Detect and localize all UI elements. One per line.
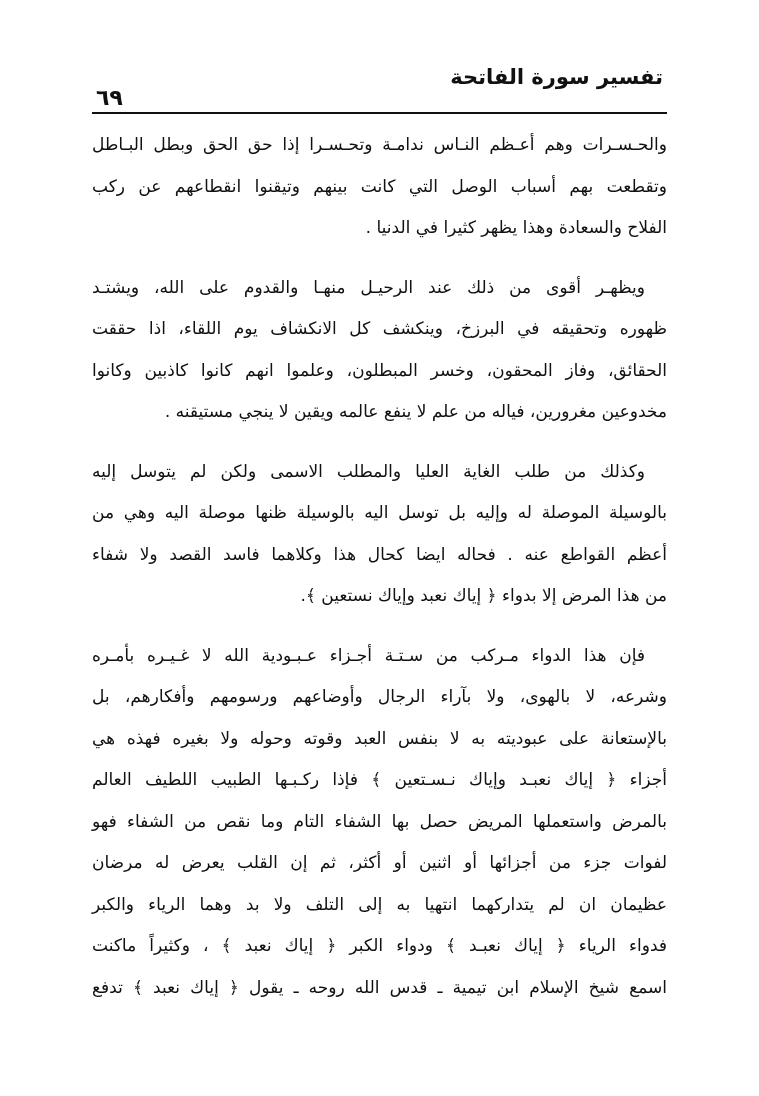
body-text (92, 125, 667, 1027)
text-line: لفوات جزء من أجزائها أو اثنين أو أكثر، ثم إن القلب يعرض له مرضان (92, 853, 667, 873)
text-line: ظهوره وتحقيقه في البرزخ، وينكشف كل الانكشاف يوم اللقاء، اذا حققت (92, 319, 667, 339)
text-line: أعظم القواطع عنه . فحاله ايضا كحال هذا وكلاهما فاسد القصد ولا شفاء (92, 544, 667, 565)
text-line: وشرعه، لا بالهوى، ولا بآراء الرجال وأوضاعهم ورسومهم وأفكارهم، بل (92, 687, 667, 707)
text-line: والحـسـرات وهم أعـظم النـاس ندامـة وتحـسـرا إذا حق الحق وبطل البـاطل (92, 135, 667, 155)
text-line: أجزاء ﴿ إياك نعبـد وإياك نـسـتعين ﴾ فإذا ركـبـها الطبيب اللطيف العالم (92, 770, 667, 790)
text-line: ويظهـر أقوى من ذلك عند الرحيـل منهـا والقدوم على الله، ويشتـد (92, 277, 645, 298)
text-line: فإن هذا الدواء مـركب من سـتـة أجـزاء عـبـودية الله لا غـيـره بأمـره (92, 645, 645, 666)
text-line: الفلاح والسعادة وهذا يظهر كثيرا في الدنيا . (365, 218, 667, 238)
paragraph-3 (92, 452, 667, 618)
header-rule (92, 112, 667, 114)
text-line: وكذلك من طلب الغاية العليا والمطلب الاسمى ولكن لم يتوسل إليه (92, 461, 645, 482)
paragraph-1 (92, 125, 667, 250)
running-title: تفسير سورة الفاتحة (450, 65, 663, 89)
paragraph-2 (92, 268, 667, 434)
text-line: فدواء الرياء ﴿ إياك نعبـد ﴾ ودواء الكبر ﴿ إياك نعبد ﴾ ، وكثيراً ماكنت (92, 936, 667, 956)
text-line: بالوسيلة الموصلة له وإليه بل توسل اليه بالوسيلة ظنها موصلة اليه وهي من (92, 503, 667, 523)
page-number: ٦٩ (96, 86, 123, 111)
text-line: مخدوعين مغرورين، فياله من علم لا ينفع عالمه ويقين لا ينجي مستيقنه . (164, 402, 667, 422)
text-line: وتقطعت بهم أسباب الوصل التي كانت بينهم وتيقنوا انقطاعهم عن ركب (92, 176, 667, 197)
text-line: بالمرض واستعملها المريض حصل بها الشفاء التام وما نقص من الشفاء فهو (92, 811, 667, 832)
text-line: من هذا المرض إلا بدواء ﴿ إياك نعبد وإياك نستعين ﴾. (300, 586, 667, 606)
text-line: الحقائق، وفاز المحقون، وخسر المبطلون، وعلموا انهم كانوا كاذبين وكانوا (92, 360, 667, 381)
text-line: بالإستعانة على عبوديته به لا بنفس العبد وقوته وحوله ولا بغيره فهذه هي (92, 728, 667, 749)
text-line: عظيمان ان لم يتداركهما انتهيا به إلى التلف ولا بد وهما الرياء والكبر (92, 894, 667, 915)
paragraph-4 (92, 636, 667, 1010)
text-line: اسمع شيخ الإسلام ابن تيمية ـ قدس الله روحه ـ يقول ﴿ إياك نعبد ﴾ تدفع (92, 977, 667, 998)
